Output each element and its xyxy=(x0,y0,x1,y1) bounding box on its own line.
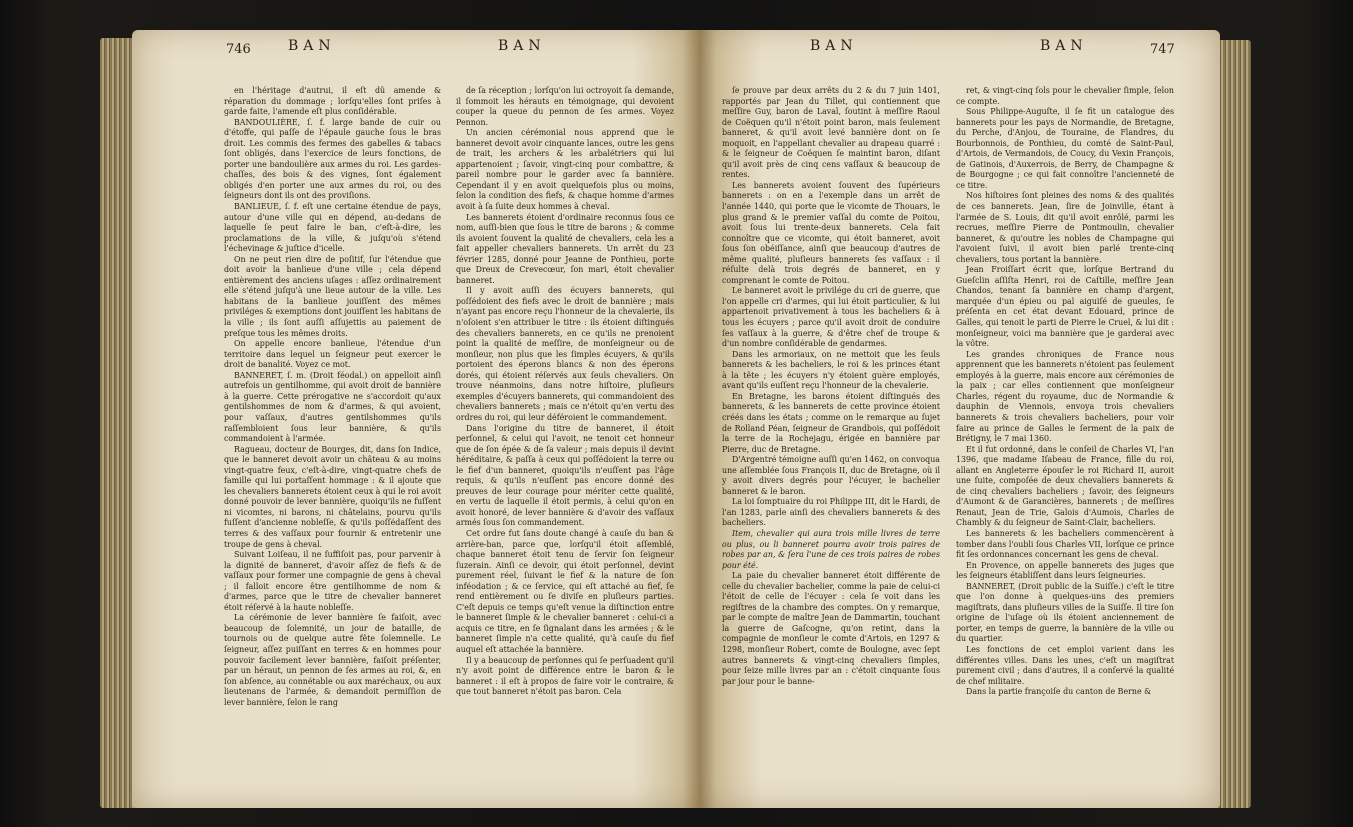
left-page-number: 746 xyxy=(226,42,251,57)
paragraph: Cet ordre fut ſans doute changé à cauſe du ban & arrière-ban, parce que, lorſqu'il étoit aſſemblé, chaque banneret étoit tenu de ſervir ſon ſeigneur ſuzerain. Ainſi ce devoir, qui étoit perſonnel, devint purement réel, ſuivant le fief & la nature de ſon inféodation ; & ce ſervice, qui eſt attaché au fief, ſe rend entièrement ou ſe diviſe en pluſieurs parties. C'eſt depuis ce temps qu'eſt venue la diſtinction entre le banneret ſimple & le chevalier banneret : celui-ci a acquis ce titre, en ſe ſignalant dans les armées ; & le banneret ſimple n'a cette qualité, qu'à cauſe du fief auquel eſt attachée la bannière. xyxy=(456,528,674,654)
paragraph: Ragueau, docteur de Bourges, dit, dans ſon Indice, que le banneret devoit avoir un château & au moins vingt-quatre feux, c'eſt-à-dire, vingt-quatre chefs de famille qui lui portaſſent hommage : & il ajoute que les chevaliers bannerets étoient ceux à qui le roi avoit donné pouvoir de lever bannière, quoiqu'ils ne fuſſent ni vicomtes, ni barons, ni châtelains, pourvu qu'ils fuſſent d'ancienne nobleſſe, & qu'ils poſſédaſſent des terres & des vaſſaux pour fournir & entretenir une troupe de gens à cheval. xyxy=(224,444,441,549)
paragraph: Les bannerets avoient ſouvent des ſupérieurs bannerets : on en a l'exemple dans un arrêt de l'année 1440, qui porte que le vicomte de Thouars, le plus grand & le premier vaſſal du comte de Poitou, avoit ſous lui trente-deux bannerets. Cela fait connoître que ce vicomte, qui étoit banneret, avoit ſous ſon obéiſſance, ainſi que beaucoup d'autres de même qualité, pluſieurs bannerets ſes vaſſaux : il réſulte delà trois degrés de banneret, en y comprenant le comte de Poitou. xyxy=(722,180,940,285)
paragraph: Nos hiſtoires ſont pleines des noms & des qualités de ces bannerets. Jean, ſire de Joinville, étant à l'armée de S. Louis, dit qu'il avoit enrôlé, parmi les recrues, meſſire Pierre de Pontmoulin, chevalier banneret, & qu'outre les nobles de Champagne qui l'avoient ſuivi, il avoit bien parlé trente-cinq chevaliers, tous portant la bannière. xyxy=(956,191,1174,264)
paragraph: BANDOULIÈRE, ſ. f. large bande de cuir ou d'étoffe, qui paſſe de l'épaule gauche ſous le bras droit. Les commis des fermes des gabelles & tabacs ſont obligés, dans l'exercice de leurs fonctions, de porter une bandoulière aux armes du roi. Les gardes-chaſſes, des bois & des vignes, ſont également obligés d'en porter une aux armes du roi, ou des ſeigneurs dont ils ont des proviſions. xyxy=(224,117,441,201)
right-page-number: 747 xyxy=(1150,42,1175,57)
paragraph: Il y a beaucoup de perſonnes qui ſe perſuadent qu'il n'y avoit point de différence entre le baron & le banneret : il eſt à propos de faire voir le contraire, & que tout banneret n'étoit pas baron. Cela xyxy=(456,655,674,697)
paragraph: BANLIEUE, ſ. f. eſt une certaine étendue de pays, autour d'une ville qui en dépend, au-dedans de laquelle ſe peut faire le ban, c'eſt-à-dire, les proclamations de la ville, & juſqu'où s'étend l'échevinage & juſtice d'icelle. xyxy=(224,202,441,254)
paragraph: Les bannerets étoient d'ordinaire reconnus ſous ce nom, auſſi-bien que ſous le titre de barons ; & comme ils avoient ſouvent la qualité de chevaliers, cela les a fait appeller chevaliers bannerets. Un arrêt du 23 février 1285, donné pour Jeanne de Ponthieu, porte que Dreux de Crevecœur, ſon mari, étoit chevalier banneret. xyxy=(456,212,674,285)
paragraph: Dans l'origine du titre de banneret, il étoit perſonnel, & celui qui l'avoit, ne tenoit cet honneur que de ſon épée & de ſa valeur ; mais depuis il devint héréditaire, & paſſa à ceux qui poſſédoient la terre ou le fief d'un banneret, quoiqu'ils n'euſſent pas l'âge requis, & qu'ils n'euſſent pas encore donné des preuves de leur courage pour mériter cette qualité, en vertu de laquelle il étoit permis, à celui qu'on en avoit honoré, de lever bannière & d'avoir des vaſſaux armés ſous ſon commandement. xyxy=(456,423,674,528)
paragraph: On appelle encore banlieue, l'étendue d'un territoire dans lequel un ſeigneur peut exercer le droit de banalité. Voyez ce mot. xyxy=(224,339,441,370)
paragraph: La paie du chevalier banneret étoit différente de celle du chevalier bachelier, comme la paie de celui-ci l'étoit de celle de l'écuyer : cela ſe voit dans les regiſtres de la chambre des comptes. On y remarque, par le compte de maître Jean de Dammartin, touchant la guerre de Gaſcogne, qu'on retint, dans la compagnie de monſieur le comte d'Artois, en 1297 & 1298, monſieur Robert, comte de Boulogne, avec ſept autres bannerets & vingt-cinq chevaliers ſimples, pour ſeize mille livres par an : c'étoit cinquante ſous par jour pour le banne- xyxy=(722,571,940,686)
paragraph: BANNERET, (Droit public de la Suiſſe.) c'eſt le titre que l'on donne à quelques-uns des premiers magiſtrats, dans pluſieurs villes de la Suiſſe. Il tire ſon origine de l'uſage où ils étoient anciennement de porter, en temps de guerre, la bannière de la ville ou du quartier. xyxy=(956,581,1174,644)
left-header-right: BAN xyxy=(498,38,546,54)
paragraph: Les grandes chroniques de France nous apprennent que les bannerets n'étoient pas ſeulement employés à la guerre, mais encore aux cérémonies de la paix ; car elles contiennent que monſeigneur Charles, régent du royaume, duc de Normandie & dauphin de Viennois, envoya trois chevaliers bannerets & trois chevaliers bacheliers, pour voir faire au prince de Galles le ſerment de la paix de Brétigny, le 7 mai 1360. xyxy=(956,349,1174,444)
paragraph: Suivant Loiſeau, il ne ſuffiſoit pas, pour parvenir à la dignité de banneret, d'avoir aſſez de fiefs & de vaſſaux pour former une compagnie de gens à cheval ; il falloit encore être gentilhomme de nom & d'armes, parce que le titre de chevalier banneret étoit réſervé à la haute nobleſſe. xyxy=(224,550,441,612)
paragraph: En Bretagne, les barons étoient diſtingués des bannerets, & les bannerets de cette province étoient créés dans les états ; comme on le remarque au ſujet de Rolland Péan, ſeigneur de Grandbois, qui poſſédoit la terre de la Rochejagu, érigée en bannière par Pierre, duc de Bretagne. xyxy=(722,391,940,454)
right-header-right: BAN xyxy=(1040,38,1088,54)
paragraph: On ne peut rien dire de poſitif, ſur l'étendue que doit avoir la banlieue d'une ville ; cela dépend entièrement des anciens uſages : aſſez ordinairement elle s'étend juſqu'à une lieue autour de la ville. Les habitans de la banlieue jouiſſent des mêmes priviléges & exemptions dont jouiſſent les habitans de la ville ; ils ſont auſſi aſſujettis au paiement de preſque tous les mêmes droits. xyxy=(224,254,441,338)
paragraph: Il y avoit auſſi des écuyers bannerets, qui poſſédoient des fiefs avec le droit de bannière ; mais n'ayant pas encore reçu l'honneur de la chevalerie, ils n'oſoient s'en attribuer le titre : ils étoient diſtingués des chevaliers bannerets, en ce qu'ils ne prenoient point la qualité de meſſire, de monſeigneur ou de monſieur, non plus que les ſimples écuyers, & qu'ils portoient des éperons blancs & non des éperons dorés, qui étoient réſervés aux ſeuls chevaliers. On trouve néanmoins, dans notre hiſtoire, pluſieurs exemples d'écuyers bannerets, qui commandoient des chevaliers bannerets ; mais ce n'étoit qu'en vertu des ordres du roi, qui leur déféroient le commandement. xyxy=(456,286,674,422)
paragraph: La loi ſomptuaire du roi Philippe III, dit le Hardi, de l'an 1283, parle ainſi des chevaliers bannerets & des bacheliers. xyxy=(722,497,940,528)
paragraph: BANNERET, ſ. m. (Droit féodal.) on appelloit ainſi autrefois un gentilhomme, qui avoit droit de bannière à la guerre. Cette prérogative ne s'accordoit qu'aux gentilshommes de nom & d'armes, & qui avoient, pour vaſſaux, d'autres gentilshommes qu'ils raſſembloient ſous leur bannière, & qu'ils commandoient à l'armée. xyxy=(224,370,441,444)
right-page-edges xyxy=(1215,40,1251,808)
paragraph: de ſa réception ; lorſqu'on lui octroyoit ſa demande, il ſommoit les hérauts en témoignage, qui devoient couper la queue du pennon de ſes armes. Voyez Pennon. xyxy=(456,86,674,127)
paragraph: Jean Froiſſart écrit que, lorſque Bertrand du Gueſclin aſſiſta Henri, roi de Caſtille, meſſire Jean Chandos, tenant ſa bannière en champ d'argent, marquée d'un épieu ou pal aiguiſé de gueules, ſe préſenta en cet état devant Edouard, prince de Galles, qui tenoit le parti de Pierre le Cruel, & lui dit : monſeigneur, voici ma bannière que je garderai avec la vôtre. xyxy=(956,265,1174,349)
paragraph: Sous Philippe-Auguſte, il ſe fit un catalogue des bannerets pour les pays de Normandie, de Bretagne, du Perche, d'Anjou, de Touraine, de Flandres, du Bourbonnois, de Ponthieu, du comté de Saint-Paul, d'Artois, de Vermandois, de Coucy, du Vexin François, de Gatinois, d'Auxerrois, de Berry, de Champagne & de Bourgogne ; ce qui fait connoître l'ancienneté de ce titre. xyxy=(956,107,1174,190)
right-page-column-2 xyxy=(956,86,1174,798)
paragraph: Item, chevalier qui aura trois mille livres de terre ou plus, ou li banneret pourra avoir trois paires de robes par an, & ſera l'une de ces trois paires de robes pour été. xyxy=(722,528,940,570)
left-page-edges xyxy=(100,38,136,808)
paragraph: Les bannerets & les bacheliers commencèrent à tomber dans l'oubli ſous Charles VII, lorſque ce prince fit ſes ordonnances concernant les gens de cheval. xyxy=(956,528,1174,560)
paragraph: en l'héritage d'autrui, il eſt dû amende & réparation du dommage ; lorſqu'elles ſont priſes à garde faite, l'amende eſt plus conſidérable. xyxy=(224,86,441,117)
paragraph: Un ancien cérémonial nous apprend que le banneret devoit avoir cinquante lances, outre les gens de trait, les archers & les arbalétriers qui lui appartenoient ; ſavoir, vingt-cinq pour combattre, & pareil nombre pour le garder avec ſa bannière. Cependant il y en avoit quelquefois plus ou moins, ſelon la condition des fiefs, & chaque homme d'armes avoit à ſa ſuite deux hommes à cheval. xyxy=(456,128,674,212)
paragraph: Le banneret avoit le privilége du cri de guerre, que l'on appelle cri d'armes, qui lui étoit particulier, & lui appartenoit privativement à tous les bacheliers & à tous les écuyers ; parce qu'il avoit droit de conduire ſes vaſſaux à la guerre, & d'être chef de troupe & d'un nombre conſidérable de gendarmes. xyxy=(722,286,940,349)
paragraph: ret, & vingt-cinq ſols pour le chevalier ſimple, ſelon ce compte. xyxy=(956,86,1174,106)
right-page-column-1 xyxy=(722,86,940,798)
paragraph: Dans la partie françoiſe du canton de Berne & xyxy=(966,687,1152,697)
left-page-column-2 xyxy=(456,86,674,798)
right-header-left: BAN xyxy=(810,38,858,54)
paragraph: Les fonctions de cet emploi varient dans les différentes villes. Dans les unes, c'eſt un magiſtrat purement civil ; dans d'autres, il a conſervé la qualité de chef militaire. xyxy=(956,644,1174,686)
paragraph: Dans les armoriaux, on ne mettoit que les ſeuls bannerets & les bacheliers, le roi & les princes étant à la tête ; les écuyers n'y étoient guère employés, avant qu'ils euſſent reçu l'honneur de la chevalerie. xyxy=(722,349,940,391)
left-header-left: BAN xyxy=(288,38,336,54)
paragraph: En Provence, on appelle bannerets des juges que les ſeigneurs établiſſent dans leurs ſeigneuries. xyxy=(956,560,1174,581)
paragraph: La cérémonie de lever bannière ſe faiſoit, avec beaucoup de ſolemnité, un jour de bataille, de tournois ou de quelque autre fête ſolemnelle. Le ſeigneur, aſſez puiſſant en terres & en hommes pour pouvoir facilement lever bannière, faiſoit préſenter, par un héraut, un pennon de ſes armes au roi, &, en ſon abſence, au connétable ou aux maréchaux, ou aux lieutenans de l'armée, & demandoit permiſſion de lever bannière, ſelon le rang xyxy=(224,613,441,707)
paragraph: Et il fut ordonné, dans le conſeil de Charles VI, l'an 1396, que madame Iſabeau de France, fille du roi, allant en Angleterre épouſer le roi Richard II, auroit une ſuite, compoſée de deux chevaliers bannerets & de cinq chevaliers bacheliers ; ſavoir, des ſeigneurs d'Aumont & de Garancières, bannerets ; de meſſires Renaut, Jean de Trie, Galois d'Aumois, Charles de Chambly & du ſeigneur de Saint-Clair, bacheliers. xyxy=(956,444,1174,528)
paragraph: D'Argentré témoigne auſſi qu'en 1462, on convoqua une aſſemblée ſous François II, duc de Bretagne, où il y avoit divers degrés pour l'écuyer, le bachelier banneret & le baron. xyxy=(722,455,940,496)
left-page-column-1 xyxy=(224,86,441,798)
paragraph: ſe prouve par deux arrêts du 2 & du 7 juin 1401, rapportés par Jean du Tillet, qui contiennent que meſſire Guy, baron de Laval, ſoutint à meſſire Raoul de Coëquen qu'il n'étoit point baron, mais ſeulement banneret, & qu'il avoit levé bannière dont on ſe moquoit, en l'appellant chevalier au drapeau quarré : & le ſeigneur de Coëquen ſe maintint baron, diſant qu'il avoit près de cinq cens vaſſaux & beaucoup de rentes. xyxy=(722,86,940,180)
